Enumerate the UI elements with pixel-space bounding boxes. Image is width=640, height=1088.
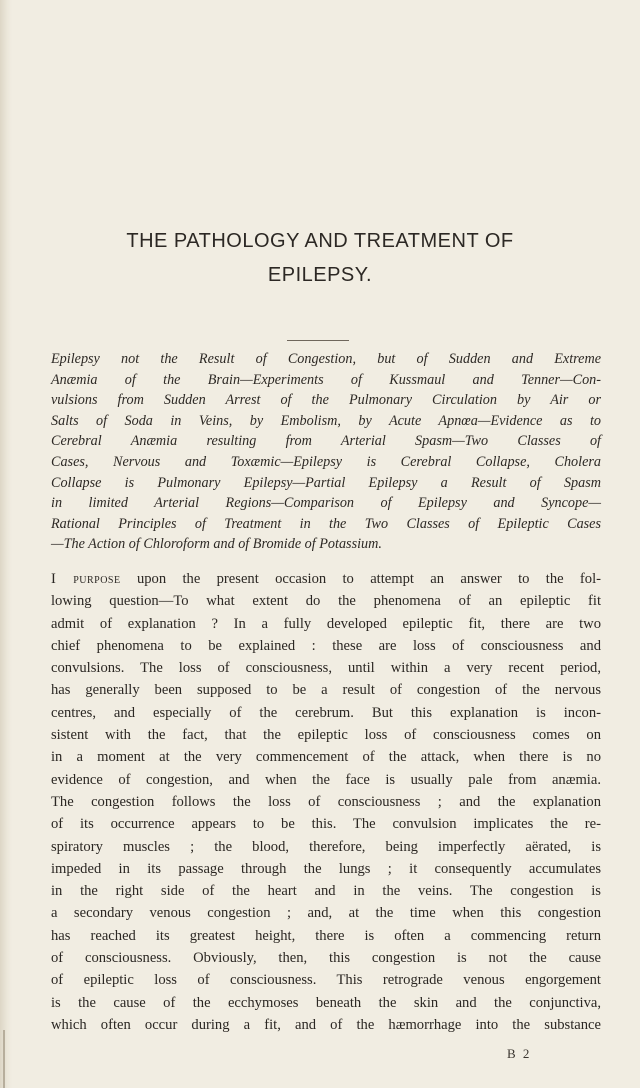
body-line: is the cause of the ecchymoses beneath the skin and the conjunctiva, [51,994,601,1011]
body-paragraph [51,568,601,1036]
signature-mark: B 2 [507,1046,532,1061]
body-line: of consciousness. Obviously, then, this congestion is not the cause [51,950,601,967]
synopsis-line: vulsions from Sudden Arrest of the Pulmonary Circulation by Air or [51,392,601,409]
body-line: has reached its greatest height, there is often a commencing return [51,927,601,944]
synopsis-line: Cerebral Anæmia resulting from Arterial Spasm—Two Classes of [51,433,601,450]
synopsis-line: Anæmia of the Brain—Experiments of Kussmaul and Tenner—Con- [51,371,601,388]
body-line: in the right side of the heart and in the veins. The congestion is [51,883,601,900]
title-divider-rule [287,340,349,341]
body-line: convulsions. The loss of consciousness, until within a very recent period, [51,660,601,677]
body-line: impeded in its passage through the lungs ; it consequently accumulates [51,860,601,877]
lead-word: I purpose [51,571,121,587]
body-first-line-rest: upon the present occasion to attempt an answer to the fol- [120,571,601,587]
chapter-title-line-2: EPILEPSY. [267,264,373,286]
body-line: a secondary venous congestion ; and, at the time when this congestion [51,905,601,922]
body-line: of its occurrence appears to be this. The convulsion implicates the re- [51,816,601,833]
body-line: The congestion follows the loss of consciousness ; and the explanation [51,793,601,810]
body-line: in a moment at the very commencement of the attack, when there is no [51,749,601,766]
chapter-title-line-1: THE PATHOLOGY AND TREATMENT OF [126,230,514,252]
body-line: evidence of congestion, and when the face is usually pale from anæmia. [51,771,601,788]
synopsis-line: —The Action of Chloroform and of Bromide of Potassium. [51,536,382,553]
body-line: centres, and especially of the cerebrum. But this explanation is incon- [51,704,601,721]
body-line: has generally been supposed to be a result of congestion of the nervous [51,682,601,699]
body-line: sistent with the fact, that the epileptic loss of consciousness comes on [51,727,601,744]
body-first-line [51,568,601,590]
body-line: which often occur during a fit, and of the hæmorrhage into the substance [51,1016,601,1033]
body-line: chief phenomena to be explained : these are loss of consciousness and [51,637,601,654]
synopsis-line: Cases, Nervous and Toxæmic—Epilepsy is Cerebral Collapse, Cholera [51,453,601,470]
body-line: admit of explanation ? In a fully developed epileptic fit, there are two [51,615,601,632]
body-line: of epileptic loss of consciousness. This retrograde venous engorgement [51,972,601,989]
synopsis-line: Salts of Soda in Veins, by Embolism, by Acute Apnœa—Evidence as to [51,412,601,429]
body-line: lowing question—To what extent do the phenomena of an epileptic fit [51,593,601,610]
chapter-title [0,224,640,292]
page-edge-shadow [0,0,12,1088]
synopsis-line: in limited Arterial Regions—Comparison of Epilepsy and Syncope— [51,495,601,512]
synopsis-line: Epilepsy not the Result of Congestion, but of Sudden and Extreme [51,351,601,367]
body-line: spiratory muscles ; the blood, therefore, being imperfectly aërated, is [51,838,601,855]
synopsis-line: Rational Principles of Treatment in the Two Classes of Epileptic Cases [51,515,601,532]
page-edge-mark [3,1030,5,1088]
synopsis-line: Collapse is Pulmonary Epilepsy—Partial Epilepsy a Result of Spasm [51,474,601,491]
chapter-synopsis [51,349,601,555]
